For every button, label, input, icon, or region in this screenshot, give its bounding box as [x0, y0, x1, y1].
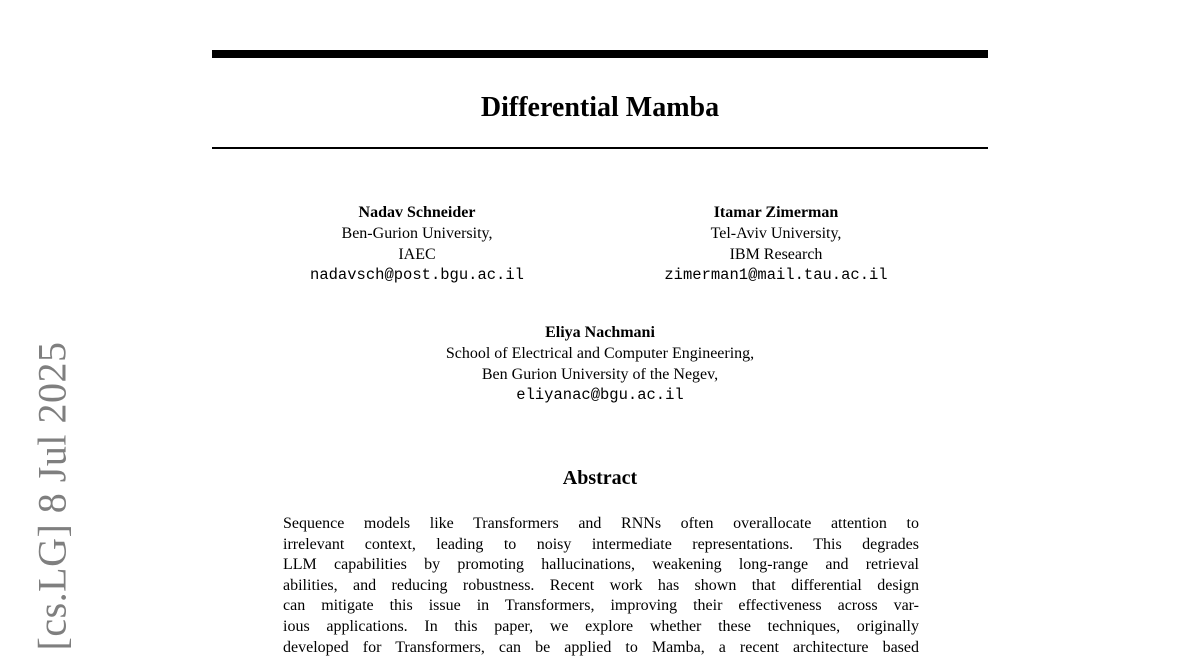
author-name: Eliya Nachmani	[545, 324, 655, 341]
abstract-heading: Abstract	[562, 467, 638, 489]
title-top-rule	[212, 50, 988, 58]
author-affiliation: School of Electrical and Computer Engineering,	[445, 345, 755, 362]
title-bottom-rule	[212, 147, 988, 149]
abstract-line: developed for Transformers, can be applied to Mamba, a recent architecture based	[283, 638, 919, 656]
abstract-line: Sequence models like Transformers and RNNs often overallocate attention to	[283, 515, 919, 532]
abstract-body	[283, 514, 919, 658]
author-affiliation: IAEC	[398, 246, 436, 263]
author-block	[621, 202, 931, 286]
abstract-line: abilities, and reducing robustness. Recent work has shown that differential design	[283, 576, 919, 594]
author-email[interactable]: zimerman1@mail.tau.ac.il	[664, 266, 888, 284]
author-affiliation: Ben Gurion University of the Negev,	[481, 366, 719, 383]
author-email[interactable]: eliyanac@bgu.ac.il	[516, 386, 684, 404]
author-affiliation: Ben-Gurion University,	[341, 225, 493, 242]
abstract-line: LLM capabilities by promoting hallucinations, weakening long-range and retrieval	[283, 556, 919, 574]
abstract-line: ious applications. In this paper, we explore whether these techniques, originally	[283, 617, 919, 635]
author-block	[340, 322, 860, 406]
abstract-line: can mitigate this issue in Transformers, improving their effectiveness across var-	[283, 597, 919, 615]
author-email[interactable]: nadavsch@post.bgu.ac.il	[310, 266, 524, 284]
author-affiliation: Tel-Aviv University,	[710, 225, 842, 242]
author-block	[262, 202, 572, 286]
paper-title: Differential Mamba	[480, 92, 720, 123]
author-name: Nadav Schneider	[358, 204, 476, 221]
author-affiliation: IBM Research	[729, 246, 823, 263]
arxiv-stamp: [cs.LG] 8 Jul 2025	[29, 341, 75, 651]
author-name: Itamar Zimerman	[713, 204, 839, 221]
abstract-line: irrelevant context, leading to noisy intermediate representations. This degrades	[283, 535, 919, 553]
